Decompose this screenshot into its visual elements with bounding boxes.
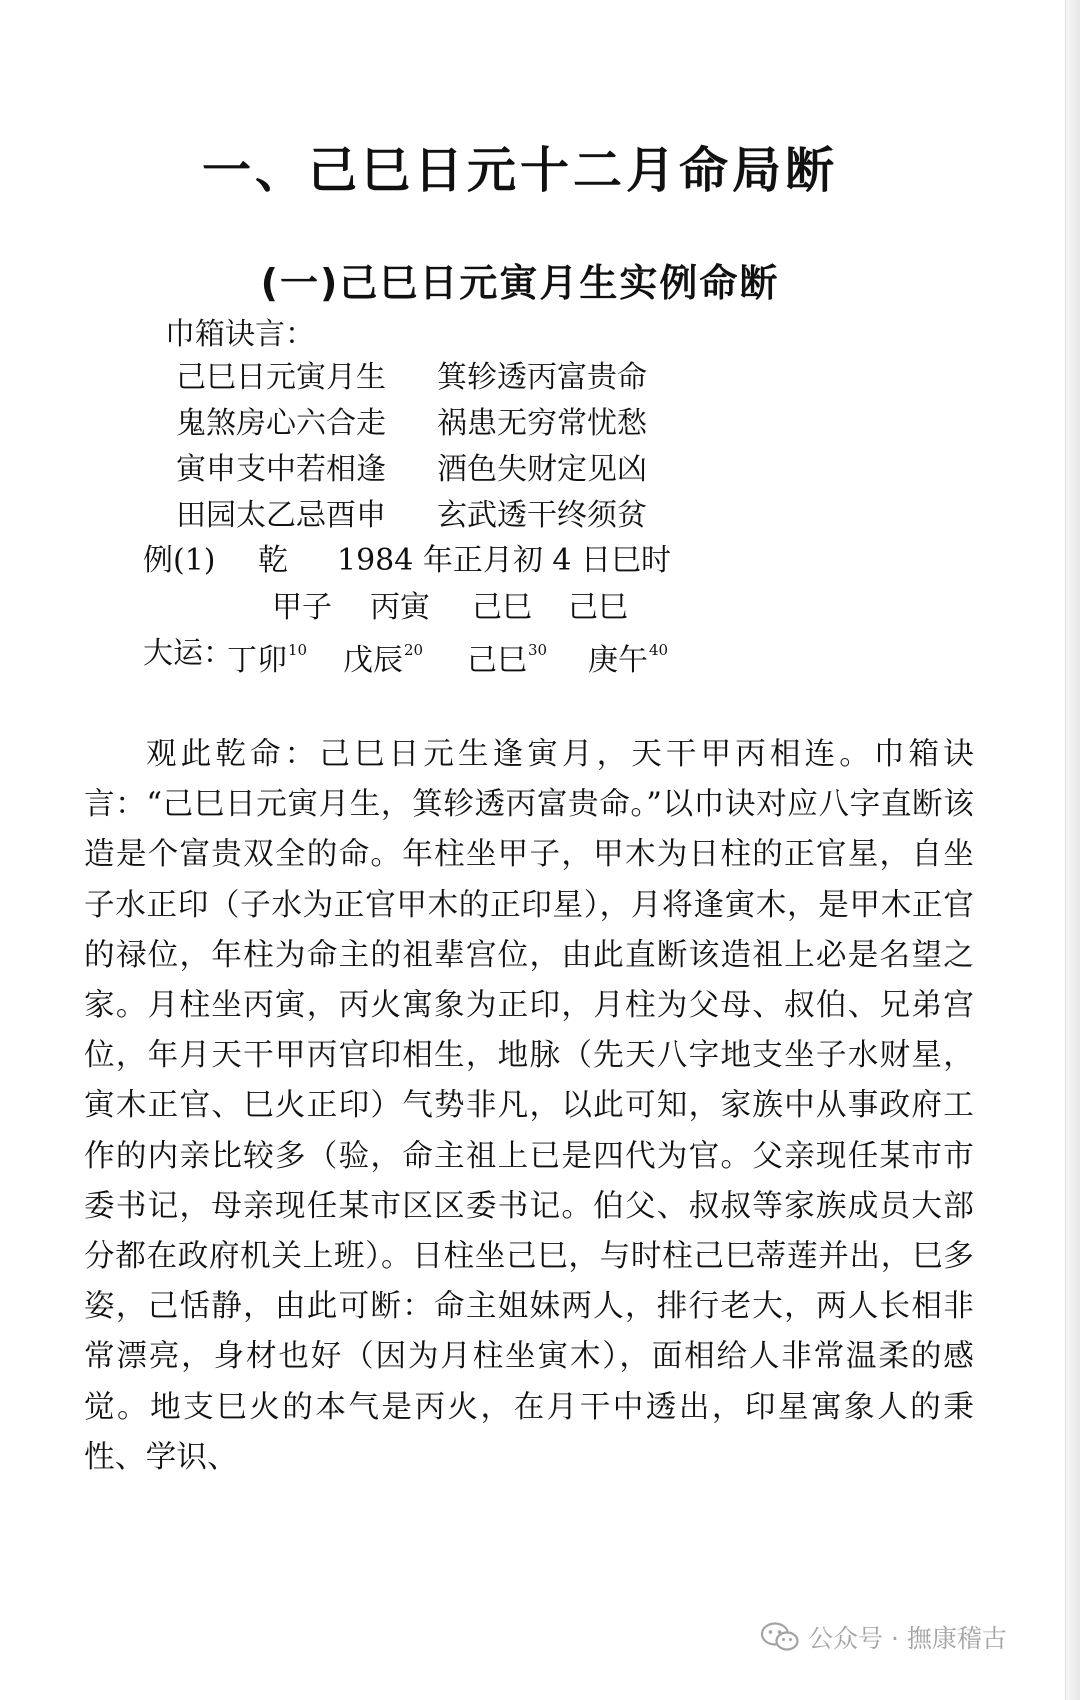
watermark [760,1617,1007,1657]
luck-name: 己巳 [467,643,527,678]
example-birth: 1984 年正月初 4 日巳时 [337,543,672,578]
verse-line-2-a: 鬼煞房心六合走 [176,406,386,441]
body-paragraph: 观此乾命：己巳日元生逢寅月，天干甲丙相连。巾箱诀言：“己巳日元寅月生，箕轸透丙富贵命。”以巾诀对应八字直断该造是个富贵双全的命。年柱坐甲子，甲木为日柱的正官星，自坐子水正印（子水为正官甲木的正印星），月将逢寅木，是甲木正官的禄位，年柱为命主的祖辈宫位，由此直断该造祖上必是名望之家。月柱坐丙寅，丙火寓象为正印，月柱为父母、叔伯、兄弟宫位，年月天干甲丙官印相生，地脉（先天八字地支坐子水财星，寅木正官、巳火正印）气势非凡，以此可知，家族中从事政府工作的内亲比较多（验，命主祖上已是四代为官。父亲现任某市市委书记，母亲现任某市区区委书记。伯父、叔叔等家族成员大部分都在政府机关上班）。日柱坐己巳，与时柱己巳蒂莲并出，巳多姿，己恬静，由此可断：命主姐妹两人，排行老大，两人长相非常漂亮，身材也好（因为月柱坐寅木），面相给人非常温柔的感觉。地支巳火的本气是丙火，在月干中透出，印星寓象人的秉性、学识、 [84,737,974,1475]
luck-age: 40 [649,641,669,659]
luck-period-3 [467,634,547,681]
pillar-month: 丙寅 [370,590,430,625]
page-title: 一、己巳日元十二月命局断 [201,141,838,199]
pillar-day: 己巳 [472,590,532,625]
page-edge [1065,0,1080,1700]
verse-line-3-a: 寅申支中若相逢 [176,452,386,487]
pillar-year: 甲子 [272,590,332,625]
verse-line-1-a: 己巳日元寅月生 [176,360,386,395]
luck-name: 戊辰 [343,643,403,678]
luck-name: 丁卯 [227,643,287,678]
luck-period-1 [227,634,307,681]
luck-name: 庚午 [588,643,648,678]
verse-line-3-b: 酒色失财定见凶 [437,452,647,487]
verse-line-2-b: 祸患无穷常忧愁 [437,406,647,441]
verse-line-4-b: 玄武透干终须贫 [437,498,647,533]
luck-age: 20 [404,641,424,659]
section-heading: (一)己巳日元寅月生实例命断 [260,261,780,305]
verse-intro: 巾箱诀言： [165,317,315,352]
wechat-icon [760,1622,800,1652]
example-gender: 乾 [258,543,288,578]
luck-age: 10 [288,641,308,659]
verse-line-4-a: 田园太乙忌酉申 [176,498,386,533]
pillar-hour: 己巳 [568,590,628,625]
example-label: 例(1) [143,543,216,578]
watermark-text: 公众号 · 撫康稽古 [808,1624,1007,1653]
luck-age: 30 [528,641,548,659]
luck-label: 大运： [143,636,233,671]
luck-period-2 [343,634,423,681]
verse-line-1-b: 箕轸透丙富贵命 [437,360,647,395]
luck-period-4 [588,634,668,681]
